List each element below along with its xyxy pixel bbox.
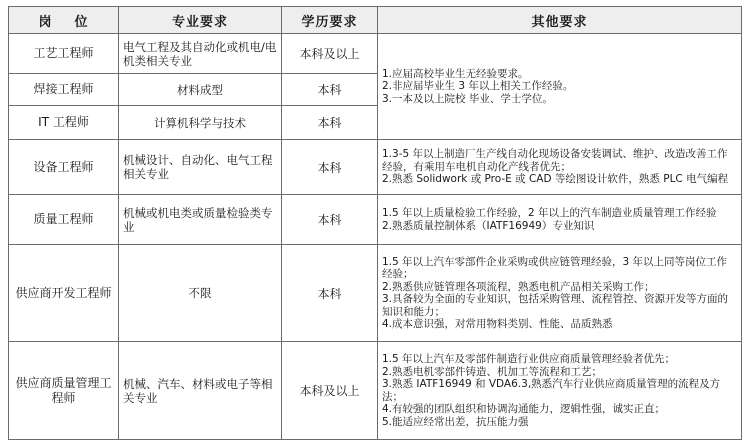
major-cell: 机械设计、自动化、电气工程相关专业 bbox=[119, 140, 282, 195]
major-cell: 不限 bbox=[119, 245, 282, 342]
position-cell: 供应商质量管理工程师 bbox=[9, 342, 119, 440]
education-cell: 本科 bbox=[282, 106, 378, 140]
requirement-line: 2.熟悉 Solidwork 或 Pro-E 或 CAD 等绘图设计软件，熟悉 PLC 电气编程 bbox=[382, 173, 729, 186]
job-requirements-table bbox=[8, 6, 742, 440]
table-row bbox=[9, 245, 742, 342]
table-row bbox=[9, 342, 742, 440]
other-cell bbox=[378, 245, 742, 342]
education-cell: 本科及以上 bbox=[282, 34, 378, 74]
position-cell: IT 工程师 bbox=[9, 106, 119, 140]
position-cell: 质量工程师 bbox=[9, 195, 119, 245]
requirement-line: 3.一本及以上院校 毕业、学士学位。 bbox=[382, 92, 553, 105]
other-cell bbox=[378, 342, 742, 440]
shared-other-cell bbox=[378, 34, 742, 140]
table-row bbox=[9, 140, 742, 195]
requirement-line: 2.熟悉质量控制体系（IATF16949）专业知识 bbox=[382, 219, 595, 232]
position-cell: 工艺工程师 bbox=[9, 34, 119, 74]
requirement-line: 2.熟悉电机零部件铸造、机加工等流程和工艺； bbox=[382, 365, 603, 378]
major-cell: 电气工程及其自动化或机电/电机类相关专业 bbox=[119, 34, 282, 74]
position-cell: 设备工程师 bbox=[9, 140, 119, 195]
requirement-line: 3.具备较为全面的专业知识，包括采购管理、流程管控、资源开发等方面的知识和能力； bbox=[382, 293, 729, 318]
table-row bbox=[9, 34, 742, 74]
requirement-line: 5.能适应经常出差，抗压能力强 bbox=[382, 415, 529, 428]
header-other: 其他要求 bbox=[378, 7, 742, 34]
requirement-line: 3.熟悉 IATF16949 和 VDA6.3,熟悉汽车行业供应商质量管理的流程及方法； bbox=[382, 378, 721, 403]
requirement-line: 1.5 年以上汽车零部件企业采购或供应链管理经验，3 年以上同等岗位工作经验； bbox=[382, 255, 728, 280]
other-cell bbox=[378, 140, 742, 195]
education-cell: 本科及以上 bbox=[282, 342, 378, 440]
requirement-line: 4.有较强的团队组织和协调沟通能力，逻辑性强，诚实正直； bbox=[382, 403, 666, 415]
header-position: 岗 位 bbox=[9, 7, 119, 34]
education-cell: 本科 bbox=[282, 245, 378, 342]
education-cell: 本科 bbox=[282, 74, 378, 106]
header-major: 专业要求 bbox=[119, 7, 282, 34]
education-cell: 本科 bbox=[282, 140, 378, 195]
major-cell: 材料成型 bbox=[119, 74, 282, 106]
header-row bbox=[9, 7, 742, 34]
requirement-line: 1.5 年以上质量检验工作经验，2 年以上的汽车制造业质量管理工作经验 bbox=[382, 207, 717, 219]
education-cell: 本科 bbox=[282, 195, 378, 245]
requirement-line: 2.熟悉供应链管理各项流程，熟悉电机产品相关采购工作； bbox=[382, 280, 655, 293]
other-cell bbox=[378, 195, 742, 245]
major-cell: 计算机科学与技术 bbox=[119, 106, 282, 140]
major-cell: 机械或机电类或质量检验类专业 bbox=[119, 195, 282, 245]
requirement-line: 1.5 年以上汽车及零部件制造行业供应商质量管理经验者优先； bbox=[382, 353, 676, 365]
requirement-line: 1.应届高校毕业生无经验要求。 bbox=[382, 67, 529, 80]
requirement-line: 4.成本意识强，对常用物料类别、性能、品质熟悉 bbox=[382, 318, 613, 330]
table-row bbox=[9, 195, 742, 245]
position-cell: 供应商开发工程师 bbox=[9, 245, 119, 342]
requirement-line: 2.非应届毕业生 3 年以上相关工作经验。 bbox=[382, 80, 574, 93]
position-cell: 焊接工程师 bbox=[9, 74, 119, 106]
major-cell: 机械、汽车、材料或电子等相关专业 bbox=[119, 342, 282, 440]
requirement-line: 1.3-5 年以上制造厂生产线自动化现场设备安装调试、维护、改造改善工作经验，有乘用车电机自动化产线者优先； bbox=[382, 148, 728, 173]
header-education: 学历要求 bbox=[282, 7, 378, 34]
